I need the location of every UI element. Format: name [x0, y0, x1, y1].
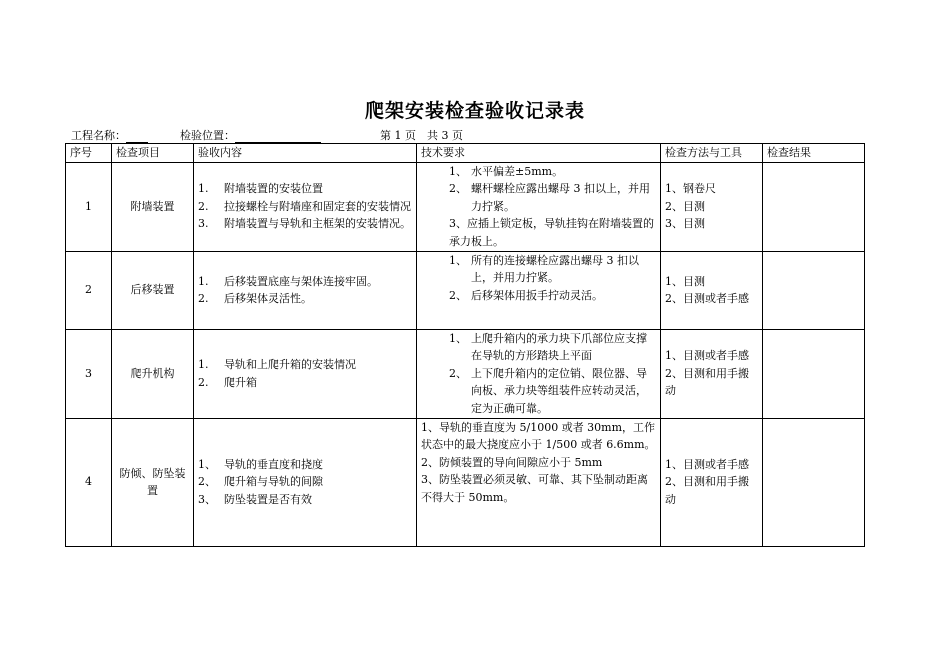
inspection-location-blank	[235, 131, 321, 143]
inspection-table	[65, 143, 865, 547]
page-number: 第 1 页 共 3 页	[380, 129, 463, 142]
row-number: 2	[66, 251, 112, 329]
list-item: 1、 上爬升箱内的承力块下爪部位应支撑在导轨的方形踏块上平面	[449, 331, 647, 363]
check-result[interactable]	[763, 251, 865, 329]
inspection-location-field	[180, 127, 321, 143]
list-item: 3、防坠装置必须灵敏、可靠、其下坠制动距离不得大于 50mm。	[421, 473, 648, 504]
list-item: 1、 导轨的垂直度和挠度	[198, 457, 323, 471]
check-result[interactable]	[763, 329, 865, 418]
table-row	[66, 251, 865, 329]
project-name-blank	[126, 131, 148, 143]
header-content: 验收内容	[194, 144, 417, 163]
check-method	[661, 418, 763, 546]
method-line: 1、钢卷尺	[665, 182, 716, 196]
table-row	[66, 329, 865, 418]
list-item: 2、 爬升箱与导轨的间隙	[198, 475, 323, 489]
check-method	[661, 162, 763, 251]
header-method: 检查方法与工具	[661, 144, 763, 163]
check-content	[194, 329, 417, 418]
check-item: 后移装置	[112, 251, 194, 329]
list-item: 3、 防坠装置是否有效	[198, 492, 312, 506]
method-line: 1、目测或者手感	[665, 457, 749, 471]
row-number: 1	[66, 162, 112, 251]
project-name-label: 工程名称：	[71, 129, 126, 142]
list-item: 1. 后移装置底座与架体连接牢固。	[198, 274, 378, 288]
check-result[interactable]	[763, 418, 865, 546]
list-item: 1、 所有的连接螺栓应露出螺母 3 扣以上，并用力拧紧。	[449, 253, 639, 284]
list-item: 2. 爬升箱	[198, 375, 257, 389]
check-item: 防倾、防坠装置	[112, 418, 194, 546]
method-line: 2、目测和用手搬动	[665, 475, 749, 506]
row-number: 4	[66, 418, 112, 546]
technical-requirements	[417, 162, 661, 251]
header-no: 序号	[66, 144, 112, 163]
header-requirements: 技术要求	[417, 144, 661, 163]
method-line: 2、目测和用手搬动	[665, 366, 749, 398]
method-line: 1、目测	[665, 274, 705, 288]
list-item: 3、应插上锁定板，导轨挂钩在附墙装置的承力板上。	[449, 217, 654, 248]
header-result: 检查结果	[763, 144, 865, 163]
table-row	[66, 162, 865, 251]
list-item: 2. 后移架体灵活性。	[198, 292, 312, 305]
project-name-field	[71, 127, 148, 143]
list-item: 2、 螺杆螺栓应露出螺母 3 扣以上，并用力拧紧。	[449, 182, 650, 213]
method-line: 3、目测	[665, 217, 705, 231]
list-item: 1、 水平偏差±5mm。	[449, 164, 564, 178]
list-item: 1、导轨的垂直度为 5/1000 或者 30mm，工作状态中的最大挠度应小于 1/500 或者 6.6mm。	[421, 420, 656, 451]
header-item: 检查项目	[112, 144, 194, 163]
list-item: 2、 上下爬升箱内的定位销、限位器、导向板、承力块等组装件应转动灵活，定为正确可靠。	[449, 366, 647, 415]
check-content	[194, 418, 417, 546]
table-header-row	[66, 144, 865, 163]
table-row	[66, 418, 865, 546]
page-title: 爬架安装检查验收记录表	[364, 100, 585, 122]
list-item: 2、 后移架体用扳手拧动灵活。	[449, 288, 603, 302]
check-content	[194, 251, 417, 329]
list-item: 2. 拉接螺栓与附墙座和固定套的安装情况	[198, 199, 411, 213]
method-line: 2、目测	[665, 199, 705, 213]
method-line: 2、目测或者手感	[665, 292, 749, 305]
list-item: 2、防倾装置的导向间隙应小于 5mm	[421, 455, 603, 469]
technical-requirements	[417, 251, 661, 329]
method-line: 1、目测或者手感	[665, 349, 749, 363]
technical-requirements	[417, 329, 661, 418]
technical-requirements	[417, 418, 661, 546]
list-item: 1. 导轨和上爬升箱的安装情况	[198, 358, 356, 371]
check-method	[661, 251, 763, 329]
check-item: 附墙装置	[112, 162, 194, 251]
check-content	[194, 162, 417, 251]
row-number: 3	[66, 329, 112, 418]
check-item: 爬升机构	[112, 329, 194, 418]
list-item: 1. 附墙装置的安装位置	[198, 182, 323, 196]
check-result[interactable]	[763, 162, 865, 251]
inspection-location-label: 检验位置：	[180, 129, 235, 142]
list-item: 3. 附墙装置与导轨和主框架的安装情况。	[198, 217, 411, 231]
check-method	[661, 329, 763, 418]
